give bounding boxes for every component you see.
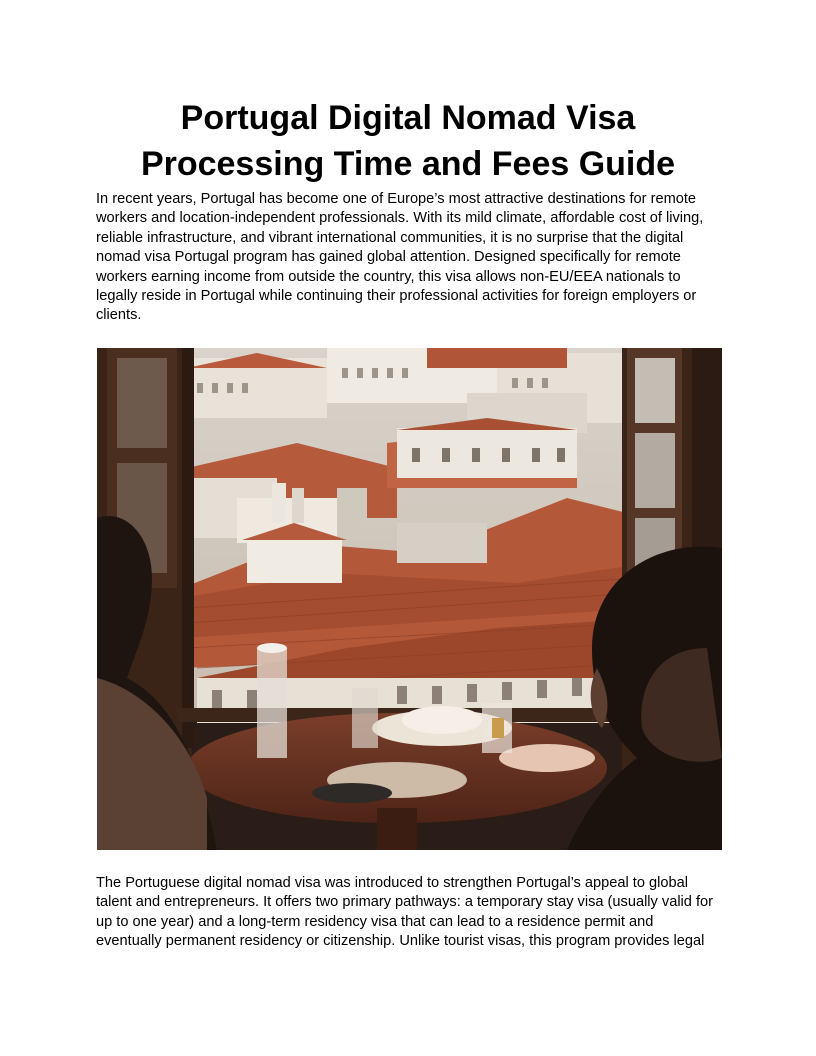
lisbon-rooftops-photo <box>97 348 722 850</box>
photo-illustration <box>97 348 722 850</box>
water-glass <box>257 648 287 758</box>
title-line-1: Portugal Digital Nomad Visa <box>180 99 636 137</box>
body-paragraph: The Portuguese digital nomad visa was introduced to strengthen Portugal’s appeal to global talent and entrepreneurs. It offers two primary pathways: a temporary stay visa (usually valid for up to one year) and a long-term residency visa that can lead to a residence permit and eventually permanent residency or citizenship. Unlike tourist visas, this program provides legal <box>96 875 713 950</box>
intro-paragraph: In recent years, Portugal has become one of Europe’s most attractive destinations for remote workers and location-independent professionals. With its mild climate, affordable cost of living, reliable infrastructure, and vibrant international communities, it is no surprise that the digital nomad visa Portugal program has gained global attention. Designed specifically for remote workers earning income from outside the country, this visa allows non-EU/EEA nationals to legally reside in Portugal while continuing their professional activities for foreign employers or clients. <box>96 191 704 324</box>
title-line-2: Processing Time and Fees Guide <box>140 145 676 183</box>
page-title <box>96 95 720 187</box>
